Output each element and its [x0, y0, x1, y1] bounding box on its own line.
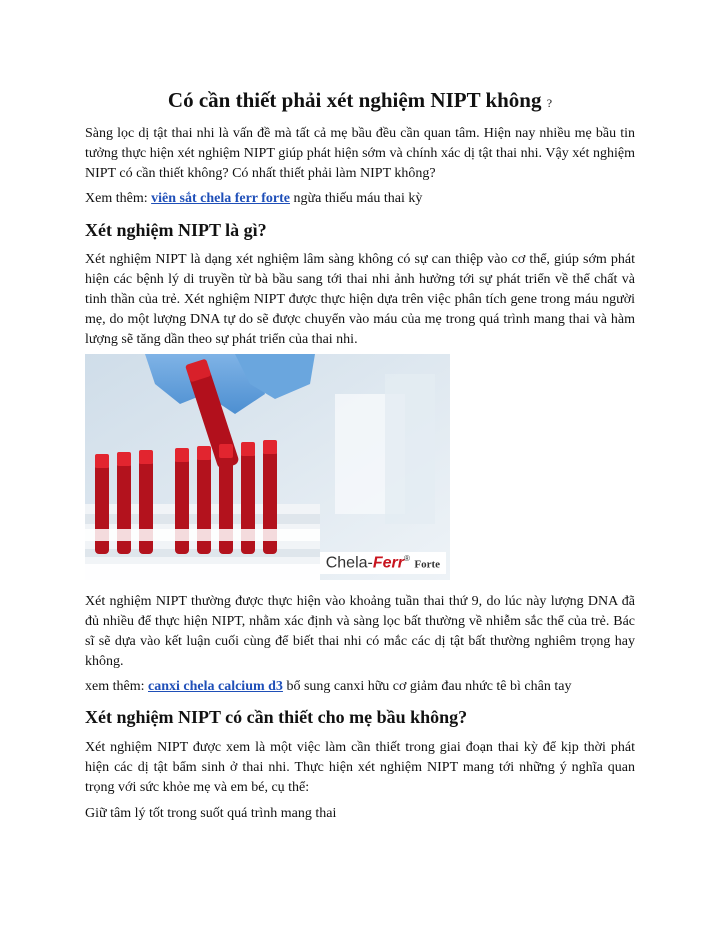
- title-question-mark: ?: [546, 96, 553, 110]
- see-also-prefix: Xem thêm:: [85, 191, 148, 206]
- title-text: Có cần thiết phải xét nghiệm NIPT không: [167, 88, 542, 112]
- section-heading-what-is-nipt: Xét nghiệm NIPT là gì?: [85, 220, 267, 240]
- canxi-chela-calcium-d3-link[interactable]: canxi chela calcium d3: [148, 679, 283, 694]
- section-heading-is-nipt-necessary: Xét nghiệm NIPT có cần thiết cho mẹ bầu không?: [85, 707, 468, 727]
- blood-test-tubes-image: [85, 354, 450, 580]
- nipt-necessity-paragraph: Xét nghiệm NIPT được xem là một việc làm cần thiết trong giai đoạn thai kỳ để kịp thời phát hiện các dị tật bẩm sinh ở thai nhi. Thực hiện xét nghiệm NIPT mang tới những ý nghĩa quan trọng với sức khỏe mẹ và em bé, cụ thể:: [85, 740, 635, 795]
- nipt-timing-paragraph: Xét nghiệm NIPT thường được thực hiện vào khoảng tuần thai thứ 9, do lúc này lượng DNA đã đủ nhiều để thực hiện NIPT, nhằm xác định và sàng lọc bất thường về nhiễm sắc thể của trẻ. Bác sĩ sẽ dựa vào kết luận cuối cùng để biết thai nhi có mắc các dị tật bất thường nghiêm trọng hay không.: [85, 594, 635, 669]
- chela-ferr-forte-link[interactable]: viên sắt chela ferr forte: [151, 191, 291, 206]
- chela-ferr-forte-logo: Chela-Ferr® Forte: [320, 552, 446, 574]
- nipt-definition-paragraph: Xét nghiệm NIPT là dạng xét nghiệm lâm sàng không có sự can thiệp vào cơ thể, giúp sớm phát hiện các bệnh lý di truyền từ bà bầu sang tới thai nhi ảnh hưởng tới sự phát triển về thể chất và tinh thần của trẻ. Xét nghiệm NIPT được thực hiện dựa trên việc phân tích gene trong máu người mẹ, do một lượng DNA tự do sẽ được chuyển vào máu của mẹ trong quá trình mang thai và hàm lượng sẽ tăng dần theo sự phát triển của thai nhi.: [85, 252, 635, 347]
- keep-good-mental-state-paragraph: Giữ tâm lý tốt trong suốt quá trình mang thai: [85, 806, 337, 821]
- lab-photo-illustration: [85, 354, 450, 580]
- see-also-suffix-2: bổ sung canxi hữu cơ giảm đau nhức tê bì chân tay: [286, 679, 572, 694]
- intro-paragraph: Sàng lọc dị tật thai nhi là vấn đề mà tất cả mẹ bầu đều cần quan tâm. Hiện nay nhiều mẹ bầu tin tưởng thực hiện xét nghiệm NIPT giúp phát hiện sớm và chính xác dị tật thai nhi. Vậy xét nghiệm NIPT có cần thiết không? Có nhất thiết phải làm NIPT không?: [85, 126, 635, 181]
- see-also-line-1: [85, 189, 635, 209]
- see-also-line-2: [85, 677, 635, 697]
- see-also-prefix-2: xem thêm:: [85, 679, 145, 694]
- page-title: [85, 86, 635, 117]
- see-also-suffix: ngừa thiếu máu thai kỳ: [293, 191, 423, 206]
